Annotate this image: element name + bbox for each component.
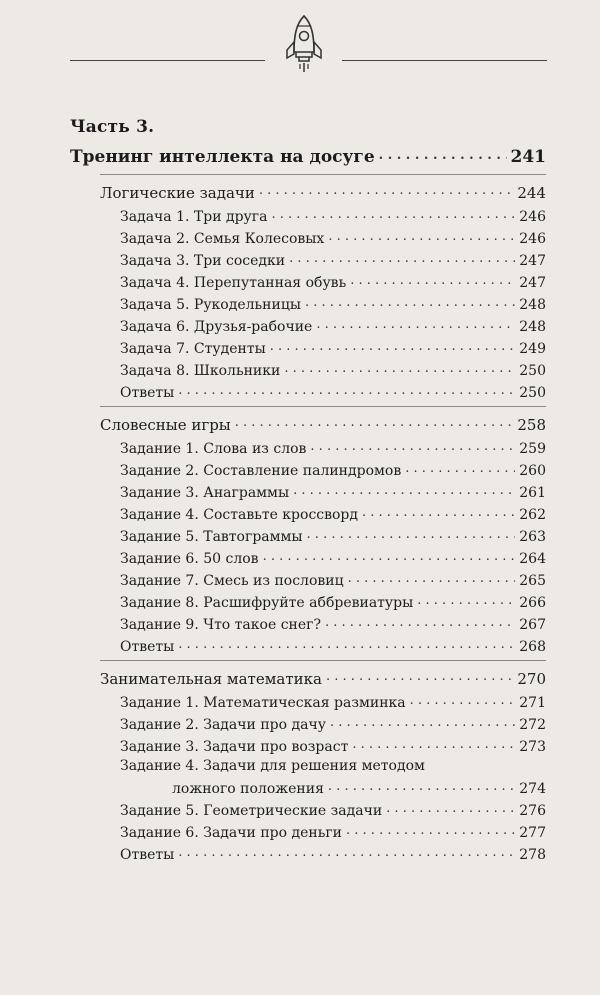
toc-leader-dots xyxy=(307,528,516,542)
toc-item xyxy=(120,528,546,545)
toc-item xyxy=(120,572,546,589)
toc-leader-dots xyxy=(328,230,515,244)
toc-leader-dots xyxy=(350,274,515,288)
toc-item xyxy=(120,802,546,819)
toc-leader-dots xyxy=(326,670,513,684)
toc-leader-dots xyxy=(259,184,514,198)
toc-leader-dots xyxy=(235,416,514,430)
toc-item xyxy=(120,616,546,633)
toc-item-title: Задача 7. Студенты xyxy=(120,340,266,357)
toc-leader-dots xyxy=(271,208,515,222)
toc-item xyxy=(120,550,546,567)
toc-item-page: 265 xyxy=(519,572,546,589)
toc-item xyxy=(120,208,546,225)
toc-item xyxy=(120,230,546,247)
toc-item xyxy=(120,252,546,269)
toc-entry-page: 241 xyxy=(510,147,546,167)
toc-item-title: Задача 4. Перепутанная обувь xyxy=(120,274,347,291)
toc-item-title: Задача 5. Рукодельницы xyxy=(120,296,301,313)
toc-item xyxy=(120,506,546,523)
toc-leader-dots xyxy=(352,738,515,752)
toc-item-page: 266 xyxy=(519,594,546,611)
toc-item-title: Задание 9. Что такое снег? xyxy=(120,616,321,633)
toc-item xyxy=(120,296,546,313)
toc-leader-dots xyxy=(346,824,515,838)
toc-section-page: 244 xyxy=(517,183,546,202)
toc-item-page: 249 xyxy=(519,340,546,357)
toc-item-title: Задание 3. Задачи про возраст xyxy=(120,738,349,755)
toc-item-page: 247 xyxy=(519,274,546,291)
toc-item-title: Задание 1. Слова из слов xyxy=(120,440,307,457)
toc-leader-dots xyxy=(348,572,516,586)
toc-item-page: 248 xyxy=(519,318,546,335)
toc-item-page: 274 xyxy=(519,780,546,797)
toc-entry-title: Тренинг интеллекта на досуге xyxy=(70,147,375,167)
toc-item-page: 263 xyxy=(519,528,546,545)
toc-item-page: 247 xyxy=(519,252,546,269)
toc-item-page: 250 xyxy=(519,384,546,401)
toc-item-title: Задание 4. Составьте кроссворд xyxy=(120,506,359,523)
toc-item xyxy=(120,694,546,711)
toc-item-title-continued: ложного положения xyxy=(172,780,324,797)
toc-item xyxy=(120,362,546,379)
toc-item-page: 259 xyxy=(519,440,546,457)
toc-item-page: 264 xyxy=(519,550,546,567)
section-divider xyxy=(100,174,546,175)
toc-item-title: Ответы xyxy=(120,638,175,655)
section-divider xyxy=(100,406,546,407)
toc-item xyxy=(120,484,546,501)
toc-leader-dots xyxy=(293,484,515,498)
toc-item-title: Задача 6. Друзья-рабочие xyxy=(120,318,313,335)
toc-item-page: 262 xyxy=(519,506,546,523)
part-title: Часть 3. xyxy=(70,117,155,137)
toc-leader-dots xyxy=(417,594,515,608)
toc-item-title: Задание 5. Геометрические задачи xyxy=(120,802,383,819)
toc-item-title: Задание 6. 50 слов xyxy=(120,550,259,567)
toc-item-title: Задание 2. Задачи про дачу xyxy=(120,716,326,733)
toc-item xyxy=(120,318,546,335)
toc-item-page: 246 xyxy=(519,230,546,247)
toc-leader-dots xyxy=(325,616,515,630)
toc-leader-dots xyxy=(178,638,515,652)
toc-section-heading xyxy=(100,184,546,201)
toc-item-page: 277 xyxy=(519,824,546,841)
toc-item-page: 278 xyxy=(519,846,546,863)
toc-item-title: Задача 2. Семья Колесовых xyxy=(120,230,325,247)
toc-section-heading xyxy=(100,670,546,687)
toc-leader-dots xyxy=(178,846,515,860)
toc-item xyxy=(120,738,546,755)
toc-item xyxy=(120,824,546,841)
toc-item xyxy=(120,440,546,457)
toc-item-title: Задача 8. Школьники xyxy=(120,362,281,379)
toc-item-title: Ответы xyxy=(120,384,175,401)
toc-section-page: 270 xyxy=(517,669,546,688)
toc-item xyxy=(120,594,546,611)
toc-item-title: Задание 7. Смесь из пословиц xyxy=(120,572,344,589)
toc-item-page: 260 xyxy=(519,462,546,479)
section-divider xyxy=(100,660,546,661)
toc-leader-dots xyxy=(284,362,515,376)
toc-section-heading xyxy=(100,416,546,433)
toc-section-title: Занимательная математика xyxy=(100,669,322,688)
toc-item xyxy=(120,716,546,733)
toc-item-title: Задание 1. Математическая разминка xyxy=(120,694,406,711)
toc-item-title: Задача 1. Три друга xyxy=(120,208,268,225)
toc-main-entry xyxy=(70,148,546,167)
toc-item-title: Задание 8. Расшифруйте аббревиатуры xyxy=(120,594,414,611)
toc-item-page: 250 xyxy=(519,362,546,379)
toc-item xyxy=(120,638,546,655)
toc-leader-dots xyxy=(330,716,515,730)
toc-leader-dots xyxy=(328,780,515,794)
toc-item-title: Задание 5. Тавтограммы xyxy=(120,528,303,545)
toc-leader-dots xyxy=(405,462,515,476)
toc-leader-dots xyxy=(270,340,516,354)
toc-leader-dots xyxy=(178,384,515,398)
toc-item xyxy=(120,462,546,479)
toc-item-page: 268 xyxy=(519,638,546,655)
toc-item xyxy=(120,846,546,863)
toc-item-page: 261 xyxy=(519,484,546,501)
toc-leader-dots xyxy=(289,252,515,266)
toc-item xyxy=(120,274,546,291)
toc-item-page: 273 xyxy=(519,738,546,755)
toc-item-title: Задание 6. Задачи про деньги xyxy=(120,824,343,841)
toc-item-title: Ответы xyxy=(120,846,175,863)
toc-leader-dots xyxy=(310,440,515,454)
toc-item-page: 272 xyxy=(519,716,546,733)
toc-leader-dots xyxy=(379,149,507,163)
toc-leader-dots xyxy=(305,296,515,310)
toc-section-page: 258 xyxy=(517,415,546,434)
toc-item-title: Задание 4. Задачи для решения методом xyxy=(120,758,425,774)
toc-leader-dots xyxy=(316,318,515,332)
toc-item-page: 276 xyxy=(519,802,546,819)
toc-section-title: Словесные игры xyxy=(100,415,231,434)
toc-item-title: Задача 3. Три соседки xyxy=(120,252,286,269)
toc-item-page: 246 xyxy=(519,208,546,225)
toc-item xyxy=(120,780,546,797)
toc-leader-dots xyxy=(386,802,515,816)
toc-item-page: 271 xyxy=(519,694,546,711)
toc-item-page: 267 xyxy=(519,616,546,633)
toc-leader-dots xyxy=(410,694,516,708)
toc-item xyxy=(120,340,546,357)
toc-item xyxy=(120,384,546,401)
toc-leader-dots xyxy=(362,506,515,520)
toc-item-title: Задание 2. Составление палиндромов xyxy=(120,462,402,479)
toc-leader-dots xyxy=(263,550,516,564)
toc-section-title: Логические задачи xyxy=(100,183,255,202)
toc-item-page: 248 xyxy=(519,296,546,313)
toc-item-title: Задание 3. Анаграммы xyxy=(120,484,290,501)
